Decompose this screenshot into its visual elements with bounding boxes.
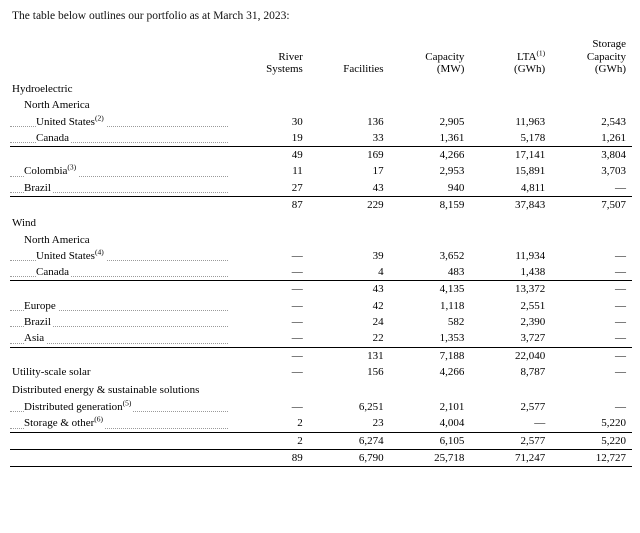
- cell-value: 24: [372, 316, 384, 329]
- row-label: [10, 399, 228, 415]
- header-lta-footnote: (1): [536, 47, 546, 57]
- cell-value: 22,040: [470, 347, 551, 364]
- cell-value: 11,934: [515, 249, 546, 262]
- table-row: [10, 79, 632, 97]
- cell-value: [228, 79, 309, 97]
- cell-value: 17: [372, 165, 384, 178]
- cell-value: 2,905: [439, 115, 465, 128]
- cell-value: —: [615, 365, 626, 378]
- table-row: [10, 415, 632, 432]
- cell-value: —: [291, 332, 303, 345]
- cell-value: [551, 97, 632, 113]
- cell-value: [309, 79, 390, 97]
- header-facilities: [309, 38, 390, 79]
- table-row: [10, 449, 632, 466]
- row-label-text: North America: [24, 99, 90, 112]
- cell-value: 2,577: [470, 432, 551, 449]
- cell-value: [470, 213, 551, 231]
- cell-value: 2,390: [520, 316, 546, 329]
- cell-value: 43: [372, 181, 384, 194]
- table-body: [10, 79, 632, 470]
- cell-value: 89: [228, 449, 309, 466]
- cell-value: 5,178: [520, 131, 546, 144]
- cell-value: 4,266: [439, 365, 465, 378]
- cell-value: 15,891: [514, 165, 546, 178]
- row-label-text: Canada: [36, 266, 69, 279]
- cell-value: —: [615, 332, 626, 345]
- table-row: [10, 163, 632, 179]
- cell-value: 19: [291, 131, 303, 144]
- bottom-rule-cell: [551, 467, 632, 471]
- cell-value: [390, 380, 471, 399]
- row-label-text: Colombia$^{(3)}$: [24, 163, 77, 178]
- row-label-text: United States$^{(4)}$: [36, 247, 104, 262]
- cell-value: [228, 97, 309, 113]
- cell-value: 2: [228, 432, 309, 449]
- header-lta: [470, 38, 551, 79]
- cell-value: 483: [447, 266, 465, 279]
- cell-value: 25,718: [390, 449, 471, 466]
- row-label-footnote: (3): [67, 163, 77, 172]
- row-label: [10, 248, 228, 264]
- cell-value: 3,703: [601, 165, 626, 178]
- cell-value: 49: [228, 147, 309, 164]
- bottom-rule-cell: [470, 467, 551, 471]
- cell-value: —: [551, 347, 632, 364]
- row-label-text: Asia: [24, 332, 45, 345]
- header-storage-line2: Capacity: [586, 50, 626, 63]
- row-label: [10, 180, 228, 197]
- row-label-footnote: (2): [94, 113, 104, 122]
- cell-value: 7,188: [390, 347, 471, 364]
- table-row: [10, 213, 632, 231]
- cell-value: 4,811: [520, 181, 546, 194]
- cell-value: 1,361: [439, 131, 465, 144]
- cell-value: 5,220: [551, 432, 632, 449]
- row-label: [10, 364, 228, 380]
- row-label-text: North America: [24, 233, 90, 246]
- cell-value: —: [291, 299, 303, 312]
- cell-value: [390, 79, 471, 97]
- cell-value: [470, 380, 551, 399]
- cell-value: [309, 232, 390, 248]
- cell-value: [228, 380, 309, 399]
- cell-value: 8,787: [520, 365, 546, 378]
- cell-value: 4,266: [390, 147, 471, 164]
- table-row: [10, 380, 632, 399]
- table-row: [10, 364, 632, 380]
- row-label: [10, 264, 228, 281]
- row-label: [10, 114, 228, 130]
- cell-value: [551, 232, 632, 248]
- header-facilities-line1: Facilities: [343, 63, 384, 76]
- cell-value: —: [615, 266, 626, 279]
- row-label-text: Europe: [24, 299, 56, 312]
- cell-value: 2,577: [520, 401, 546, 414]
- header-river-systems: [228, 38, 309, 79]
- cell-value: 6,105: [390, 432, 471, 449]
- cell-value: [228, 213, 309, 231]
- cell-value: [228, 232, 309, 248]
- bottom-rule-cell: [228, 467, 309, 471]
- row-label: [10, 330, 228, 347]
- row-label: [10, 213, 228, 231]
- cell-value: 6,251: [358, 401, 384, 414]
- cell-value: 11,963: [515, 115, 546, 128]
- cell-value: —: [228, 281, 309, 298]
- row-label: [10, 314, 228, 330]
- cell-value: 13,372: [470, 281, 551, 298]
- cell-value: 22: [372, 332, 384, 345]
- cell-value: 43: [309, 281, 390, 298]
- table-row: [10, 180, 632, 197]
- cell-value: 11: [292, 165, 303, 178]
- intro-paragraph: The table below outlines our portfolio as at March 31, 2023:: [12, 10, 290, 22]
- header-blank: [10, 38, 228, 79]
- row-label: [10, 347, 228, 364]
- row-label-footnote: (5): [122, 399, 132, 408]
- cell-value: 37,843: [470, 197, 551, 214]
- cell-value: —: [615, 181, 626, 194]
- cell-value: 33: [372, 131, 384, 144]
- table-row: [10, 298, 632, 314]
- row-label: [10, 380, 228, 399]
- cell-value: 1,261: [601, 131, 626, 144]
- cell-value: [309, 380, 390, 399]
- cell-value: 87: [228, 197, 309, 214]
- cell-value: —: [615, 401, 626, 414]
- cell-value: 7,507: [551, 197, 632, 214]
- cell-value: 8,159: [390, 197, 471, 214]
- row-label: [10, 432, 228, 449]
- row-label-text: Distributed generation$^{(5)}$: [24, 399, 132, 414]
- cell-value: —: [291, 365, 303, 378]
- table-bottom-rule: [10, 467, 632, 471]
- cell-value: 1,118: [440, 299, 465, 312]
- cell-value: 39: [372, 249, 384, 262]
- row-label: [10, 130, 228, 147]
- cell-value: [470, 232, 551, 248]
- bottom-rule-cell: [10, 467, 228, 471]
- cell-value: [390, 97, 471, 113]
- cell-value: 4,004: [439, 417, 465, 430]
- cell-value: 1,353: [439, 332, 465, 345]
- table-row: [10, 197, 632, 214]
- row-label: [10, 163, 228, 179]
- cell-value: 582: [447, 316, 465, 329]
- portfolio-table: [10, 38, 632, 470]
- cell-value: 1,438: [520, 266, 546, 279]
- row-label: [10, 298, 228, 314]
- cell-value: —: [534, 417, 546, 430]
- row-label-text: Storage & other$^{(6)}$: [24, 415, 104, 430]
- cell-value: 12,727: [551, 449, 632, 466]
- cell-value: —: [615, 316, 626, 329]
- cell-value: 3,804: [551, 147, 632, 164]
- row-label: [10, 79, 228, 97]
- cell-value: 6,274: [309, 432, 390, 449]
- row-label-text: United States$^{(2)}$: [36, 113, 104, 128]
- cell-value: 940: [447, 181, 465, 194]
- cell-value: [551, 213, 632, 231]
- cell-value: —: [291, 266, 303, 279]
- header-river-systems-line2: Systems: [266, 63, 303, 76]
- cell-value: [470, 97, 551, 113]
- cell-value: [309, 213, 390, 231]
- table-row: [10, 130, 632, 147]
- table-row: [10, 264, 632, 281]
- table-row: [10, 114, 632, 130]
- cell-value: —: [615, 299, 626, 312]
- cell-value: —: [615, 249, 626, 262]
- cell-value: 4: [378, 266, 384, 279]
- header-river-systems-line1: River: [278, 50, 303, 63]
- cell-value: [390, 213, 471, 231]
- cell-value: 17,141: [470, 147, 551, 164]
- table-row: [10, 432, 632, 449]
- cell-value: 71,247: [470, 449, 551, 466]
- cell-value: 156: [367, 365, 384, 378]
- cell-value: 27: [291, 181, 303, 194]
- bottom-rule-cell: [309, 467, 390, 471]
- cell-value: [390, 232, 471, 248]
- cell-value: 136: [367, 115, 384, 128]
- cell-value: 169: [309, 147, 390, 164]
- cell-value: 131: [309, 347, 390, 364]
- row-label: [10, 97, 228, 113]
- table-row: [10, 281, 632, 298]
- cell-value: [309, 97, 390, 113]
- header-storage-line1: Storage: [592, 38, 626, 50]
- table-row: [10, 97, 632, 113]
- table-row: [10, 248, 632, 264]
- header-capacity-line1: Capacity: [425, 50, 465, 63]
- row-label: [10, 197, 228, 214]
- row-label-footnote: (4): [94, 247, 104, 257]
- table-row: [10, 399, 632, 415]
- row-label-footnote: (6): [94, 415, 104, 424]
- cell-value: 30: [291, 115, 303, 128]
- table-header: [10, 38, 632, 79]
- header-lta-line1: LTA: [516, 50, 537, 63]
- row-label-text: Distributed energy & sustainable solutions: [12, 384, 200, 397]
- cell-value: 229: [309, 197, 390, 214]
- header-storage-line3: (GWh): [594, 63, 626, 76]
- header-storage-capacity: [551, 38, 632, 79]
- row-label: [10, 232, 228, 248]
- row-label: [10, 147, 228, 164]
- bottom-rule-cell: [390, 467, 471, 471]
- cell-value: [551, 79, 632, 97]
- cell-value: 2,953: [439, 165, 465, 178]
- row-label: [10, 449, 228, 466]
- row-label-text: Hydroelectric: [12, 82, 73, 95]
- header-capacity: [390, 38, 471, 79]
- header-capacity-line2: (MW): [436, 63, 465, 76]
- table-row: [10, 314, 632, 330]
- cell-value: 2,551: [520, 299, 546, 312]
- cell-value: —: [551, 281, 632, 298]
- row-label-text: Canada: [36, 131, 69, 144]
- row-label: [10, 415, 228, 432]
- cell-value: 4,135: [390, 281, 471, 298]
- cell-value: 2: [297, 417, 303, 430]
- row-label: [10, 281, 228, 298]
- header-lta-line2: (GWh): [514, 63, 546, 76]
- table-row: [10, 232, 632, 248]
- cell-value: —: [228, 347, 309, 364]
- cell-value: 23: [372, 417, 384, 430]
- cell-value: —: [291, 401, 303, 414]
- row-label-text: Utility-scale solar: [12, 365, 91, 378]
- row-label-text: Wind: [12, 217, 36, 230]
- cell-value: 2,543: [601, 115, 626, 128]
- table-row: [10, 147, 632, 164]
- cell-value: 6,790: [309, 449, 390, 466]
- cell-value: [551, 380, 632, 399]
- cell-value: 3,727: [520, 332, 546, 345]
- cell-value: 2,101: [439, 401, 465, 414]
- cell-value: —: [291, 249, 303, 262]
- cell-value: —: [291, 316, 303, 329]
- table-row: [10, 330, 632, 347]
- cell-value: 42: [372, 299, 384, 312]
- row-label-text: Brazil: [24, 316, 51, 329]
- cell-value: [470, 79, 551, 97]
- table-row: [10, 347, 632, 364]
- cell-value: 3,652: [439, 249, 465, 262]
- row-label-text: Brazil: [24, 181, 51, 194]
- cell-value: 5,220: [601, 417, 626, 430]
